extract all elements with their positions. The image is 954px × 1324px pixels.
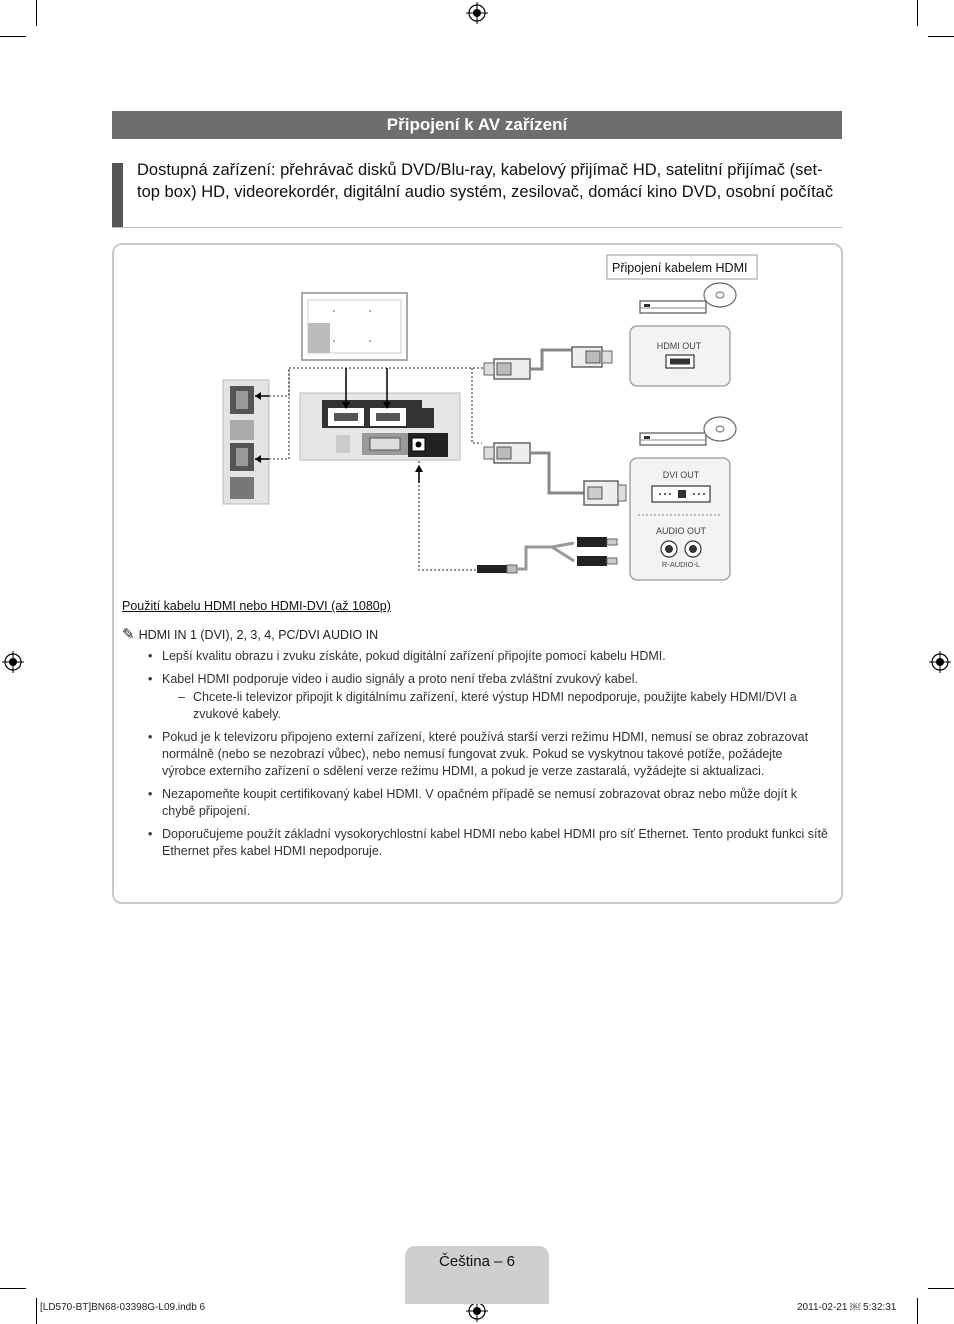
tv-rear-ports-icon	[300, 393, 460, 460]
registration-mark-icon	[929, 651, 951, 673]
rca-jack-icon	[661, 541, 677, 557]
note-line	[122, 625, 378, 643]
list-item: • Kabel HDMI podporuje video i audio signály a proto není třeba zvláštní zvukový kabel. – Chcete-li televizor připojit k digitálnímu zařízení, které výstup HDMI nepodporuje, použijte kabely HDMI/DVI a zvukové kabely.	[146, 671, 828, 723]
registration-mark-icon	[466, 2, 488, 24]
connection-diagram	[112, 243, 843, 593]
registration-mark-icon	[2, 651, 24, 673]
av-device-icon	[640, 433, 706, 445]
tv-side-ports-icon	[223, 380, 269, 504]
crop-mark	[917, 0, 918, 26]
disc-icon	[704, 283, 736, 307]
hdmi-dvi-cable-icon	[484, 443, 626, 505]
pencil-icon: ✎	[122, 626, 135, 643]
hdmi-out-label: HDMI OUT	[656, 341, 702, 351]
crop-mark	[917, 1298, 918, 1324]
list-item: • Pokud je k televizoru připojeno externí zařízení, které používá starší verzi režimu HDMI, nemusí se obraz zobrazovat normálně (nebo se nezobrazí vůbec), nebo nemusí fungovat zvuk. Pokud se vyskytnou takové potíže, požádejte výrobce externího zařízení o sdělení verze režimu HDMI, a pokud je verze zastaralá, vyžádejte si aktualizaci.	[146, 729, 828, 780]
page-number: Čeština – 6	[405, 1246, 549, 1304]
callout-label: Připojení kabelem HDMI	[612, 261, 748, 275]
r-audio-l-label: R-AUDIO-L	[661, 560, 701, 569]
audio-out-label: AUDIO OUT	[655, 526, 707, 536]
crop-mark	[928, 36, 954, 37]
bullet-list	[146, 648, 828, 866]
audio-cable-icon	[477, 537, 617, 573]
rca-jack-icon	[685, 541, 701, 557]
av-device-icon	[640, 301, 706, 313]
sub-list-item: – Chcete-li televizor připojit k digitálnímu zařízení, které výstup HDMI nepodporuje, použijte kabely HDMI/DVI a zvukové kabely.	[162, 689, 828, 723]
intro-accent-bar	[112, 163, 123, 227]
note-text: HDMI IN 1 (DVI), 2, 3, 4, PC/DVI AUDIO IN	[138, 628, 379, 642]
list-item: • Doporučujeme použít základní vysokorychlostní kabel HDMI nebo kabel HDMI pro síť Ethernet. Tento produkt funkci sítě Ethernet přes kabel HDMI nepodporuje.	[146, 826, 828, 860]
print-slug-date: 2011-02-21 ￼ 5:32:31	[797, 1302, 897, 1313]
section-title: Použití kabelu HDMI nebo HDMI-DVI (až 1080p)	[122, 599, 391, 613]
dvi-out-label: DVI OUT	[662, 470, 700, 480]
hdmi-cable-icon	[484, 347, 612, 379]
crop-mark	[36, 0, 37, 26]
disc-icon	[704, 417, 736, 441]
print-slug-file: [LD570-BT]BN68-03398G-L09.indb 6	[40, 1302, 206, 1313]
list-item: • Nezapomeňte koupit certifikovaný kabel HDMI. V opačném případě se nemusí zobrazovat obraz nebo může dojít k chybě připojení.	[146, 786, 828, 820]
page-title: Připojení k AV zařízení	[112, 111, 842, 139]
crop-mark	[0, 36, 26, 37]
crop-mark	[928, 1288, 954, 1289]
intro-divider	[112, 227, 842, 228]
tv-back-icon	[302, 293, 407, 360]
intro-text: Dostupná zařízení: přehrávač disků DVD/Blu-ray, kabelový přijímač HD, satelitní přijímač (set-top box) HD, videorekordér, digitální audio systém, zesilovač, domácí kino DVD, osobní počítač	[137, 161, 834, 201]
list-item: • Lepší kvalitu obrazu i zvuku získáte, pokud digitální zařízení připojíte pomocí kabelu HDMI.	[146, 648, 828, 665]
crop-mark	[36, 1298, 37, 1324]
crop-mark	[0, 1288, 26, 1289]
